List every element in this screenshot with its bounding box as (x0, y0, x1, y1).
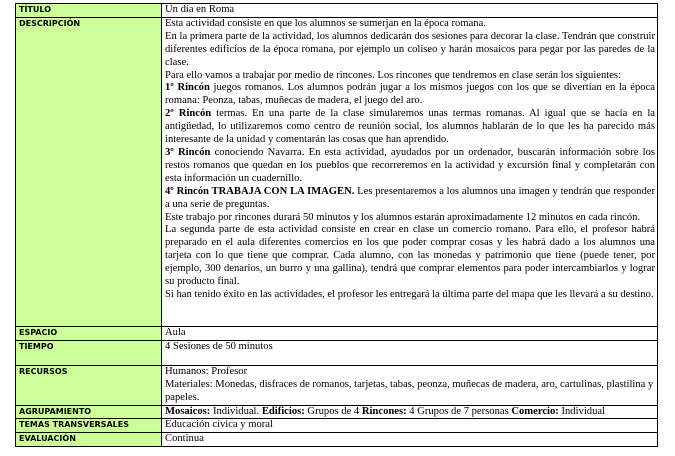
row-descripcion (16, 17, 658, 326)
desc-paragraph-1: Esta actividad consiste en que los alumnos se sumerjan en la época romana. (165, 17, 486, 29)
value-agrupamiento (162, 405, 658, 419)
agr-val-comercio: Individual (558, 405, 606, 417)
rincon-2-title: 2º Rincón (165, 108, 212, 120)
row-recursos (16, 365, 658, 405)
label-descripcion: DESCRIPCIÓN (16, 17, 162, 326)
row-evaluacion (16, 433, 658, 447)
row-agrupamiento (16, 405, 658, 419)
label-agrupamiento: AGRUPAMIENTO (16, 405, 162, 419)
row-titulo (16, 4, 658, 18)
rincon-4-title: 4º Rincón TRABAJA CON LA IMAGEN. (165, 185, 355, 197)
desc-paragraph-2: En la primera parte de la actividad, los alumnos dedicarán dos sesiones para decorar la clase. Tendrán que construir diferentes edificios de la época romana, por ejemplo un coliseo y harán mosaicos para pegar por las paredes de la clase. (165, 30, 655, 68)
desc-paragraph-6: Si han tenido éxito en las actividades, el profesor les entregará la última parte del mapa que les llevará a su destino. (165, 288, 654, 300)
rincon-3 (165, 147, 655, 186)
label-evaluacion: EVALUACIÓN (16, 433, 162, 447)
agr-key-edificios: Edificios: (261, 405, 305, 417)
rincon-3-text: conociendo Navarra. En esta actividad, ayudados por un ordenador, buscarán información sobre los restos romanos que quedan en los pueblos que recorreremos en la actividad y excursión final y completarán con esta información un cuadernillo. (165, 146, 656, 184)
rincon-1-text: juegos romanos. Los alumnos podrán jugar a los mismos juegos con los que se divertían en la época romana: Peonza, tabas, muñecas de madera, el juego del aro. (165, 82, 655, 107)
row-espacio (16, 326, 658, 340)
row-tiempo (16, 340, 658, 365)
agr-val-rincones: 4 Grupos de 7 personas (406, 405, 512, 417)
desc-paragraph-3: Para ello vamos a trabajar por medio de rincones. Los rincones que tendremos en clase serán los siguientes: (165, 69, 621, 81)
label-temas-transversales: TEMAS TRANSVERSALES (16, 419, 162, 433)
rincon-2 (165, 108, 655, 147)
agr-key-comercio: Comercio: (511, 405, 559, 417)
agr-key-rincones: Rincones: (361, 405, 407, 417)
row-temas-transversales (16, 419, 658, 433)
value-tiempo: 4 Sesiones de 50 minutos (162, 340, 658, 365)
rincon-2-text: termas. En una parte de la clase simularemos unas termas romanas. Al igual que se hacía en la antigüedad, lo utilizaremos como centro de reunión social, los alumnos hablarán de lo que les ha parecido más interesante de la unidad y comentarán las cosas que han aprendido. (165, 108, 655, 146)
rincon-3-title: 3º Rincón (165, 146, 211, 158)
agr-val-edificios: Grupos de 4 (304, 405, 362, 417)
desc-paragraph-4: Este trabajo por rincones durará 50 minutos y los alumnos estarán aproximadamente 12 minutos en cada rincón. (165, 211, 641, 223)
value-temas-transversales: Educación cívica y moral (162, 419, 658, 433)
rincon-4-text: Les presentaremos a los alumnos una imagen y tendrán que responder a una serie de preguntas. (165, 185, 655, 210)
rincon-1-title: 1º Rincón (165, 82, 210, 94)
value-evaluacion: Continua (162, 433, 658, 447)
value-espacio: Aula (162, 326, 658, 340)
desc-paragraph-5: La segunda parte de esta actividad consiste en crear en clase un comercio romano. Para ello, el profesor habrá preparado en el aula diferentes comercios en los que poder comprar cosas y les habrá dado a los alumnos una tarjeta con lo que tiene que comprar. Cada alumno, con las monedas y patrimonio que tiene (puede tener, por ejemplo, 300 denarios, un burro y una gallina), tendrá que comprar elementos para poder intercambiarlos y lograr su producto final. (165, 224, 655, 288)
recursos-materiales: Materiales: Monedas, disfraces de romanos, tarjetas, tabas, peonza, muñecas de madera, aro, cartulinas, plastilina y papeles. (165, 378, 654, 403)
rincon-4 (165, 186, 655, 212)
value-descripcion (162, 17, 658, 326)
label-tiempo: TIEMPO (16, 340, 162, 365)
value-recursos (162, 365, 658, 405)
label-recursos: RECURSOS (16, 365, 162, 405)
label-espacio: ESPACIO (16, 326, 162, 340)
rincon-1 (165, 82, 655, 108)
value-titulo: Un día en Roma (162, 4, 658, 18)
agr-val-mosaicos: Individual. (210, 405, 262, 417)
label-titulo: TÍTULO (16, 4, 162, 18)
recursos-humanos: Humanos: Profesor (165, 365, 248, 377)
agr-key-mosaicos: Mosaicos: (165, 405, 211, 417)
activity-sheet-table (15, 3, 658, 447)
